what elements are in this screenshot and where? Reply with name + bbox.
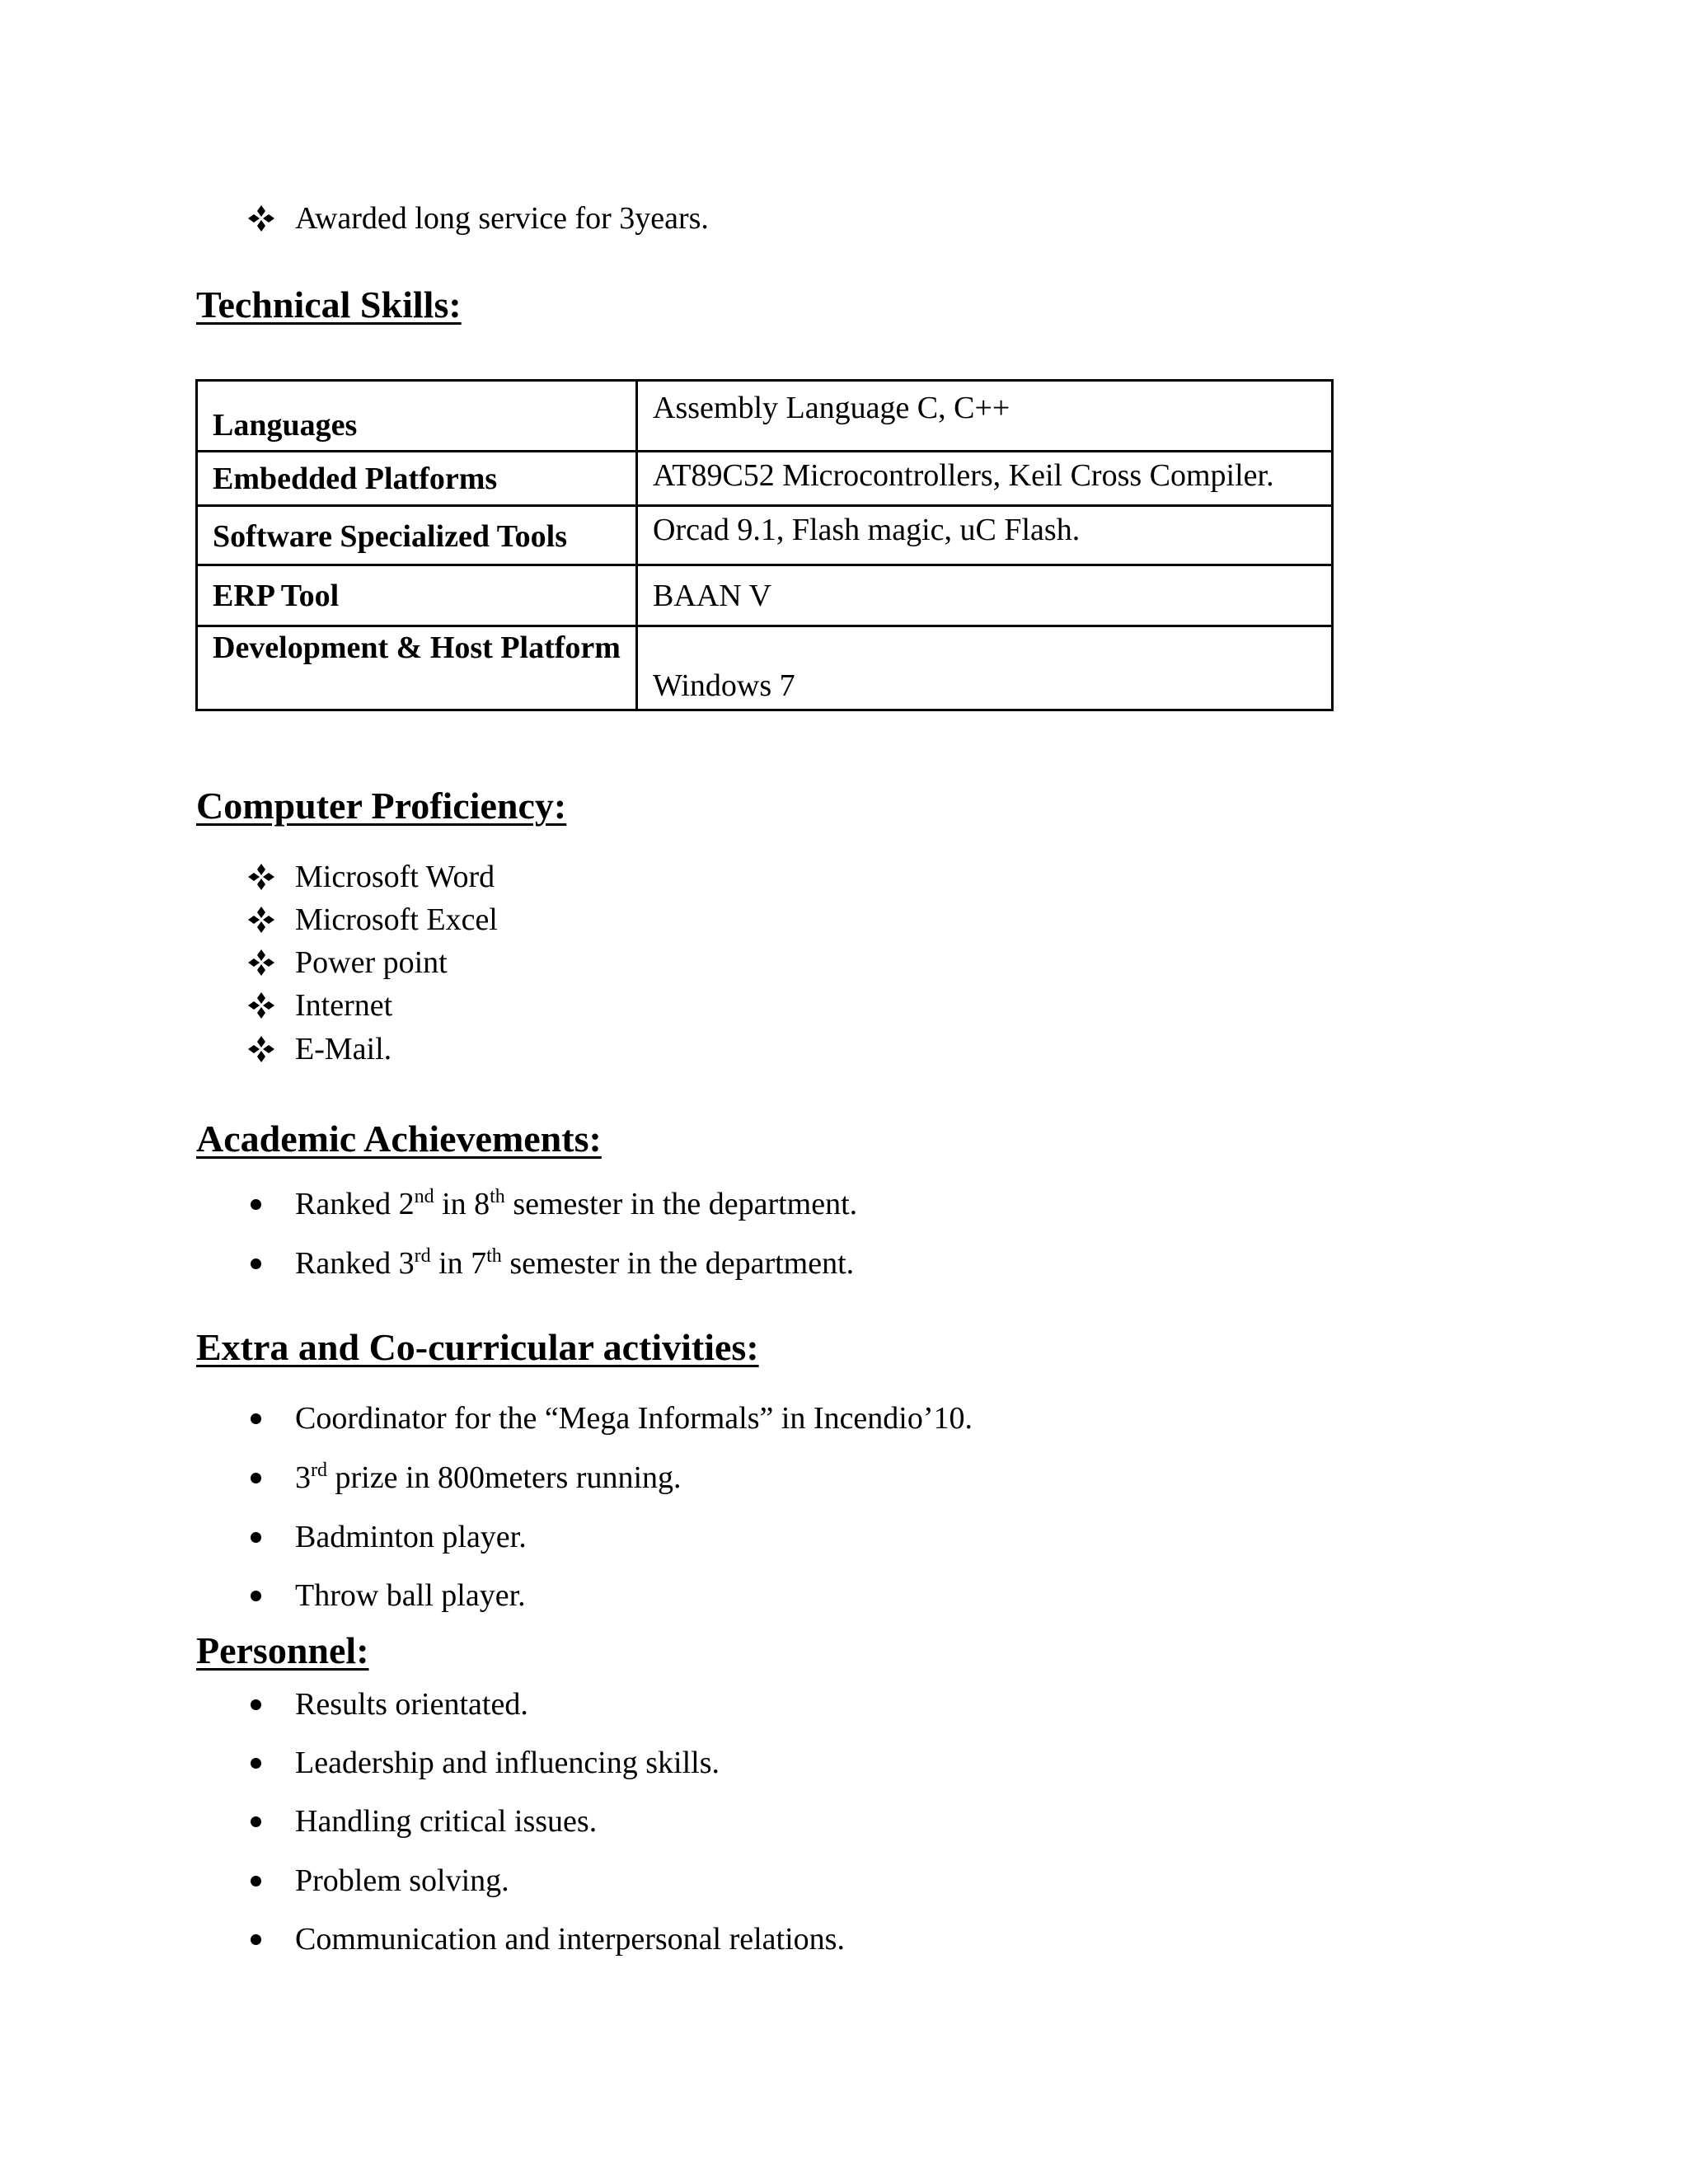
table-cell-value: Orcad 9.1, Flash magic, uC Flash.	[637, 506, 1333, 565]
technical-skills-table	[195, 379, 1334, 711]
table-cell-value: Windows 7	[637, 626, 1333, 710]
section-heading-computer-proficiency: Computer Proficiency:	[196, 785, 567, 827]
list-item	[247, 1183, 1236, 1225]
bullet-dot-icon	[251, 1532, 261, 1543]
list-item	[247, 1742, 1401, 1783]
table-row	[197, 626, 1333, 710]
list-item-text: Internet	[295, 988, 393, 1023]
table-row	[197, 506, 1333, 565]
bullet-dot-icon	[251, 1473, 261, 1483]
list-item	[247, 1243, 1236, 1284]
list-item	[247, 1575, 1401, 1616]
list-item	[247, 1919, 1401, 1960]
list-item-text: Handling critical issues.	[295, 1804, 598, 1839]
list-item	[247, 1029, 989, 1070]
list-item	[247, 198, 989, 239]
list-item	[247, 942, 989, 983]
list-item-text: Microsoft Word	[295, 860, 495, 894]
list-item	[247, 985, 989, 1026]
table-cell-label: Languages	[197, 381, 637, 452]
table-row	[197, 565, 1333, 626]
list-item-text: E-Mail.	[295, 1032, 392, 1066]
bullet-dot-icon	[251, 1258, 261, 1269]
list-item-text: 3rd prize in 800meters running.	[295, 1460, 682, 1495]
list-item-text: Results orientated.	[295, 1687, 528, 1722]
list-item	[247, 1684, 1401, 1725]
diamond-bullet-icon	[247, 906, 275, 934]
list-item-text: Ranked 3rd in 7th semester in the department.	[295, 1245, 855, 1281]
table-cell-value: AT89C52 Microcontrollers, Keil Cross Compiler.	[637, 452, 1333, 506]
bullet-dot-icon	[251, 1413, 261, 1424]
bullet-dot-icon	[251, 1591, 261, 1601]
list-item-text: Power point	[295, 945, 448, 980]
table-cell-label: Development & Host Platform	[197, 626, 637, 710]
table-cell-value: Assembly Language C, C++	[637, 381, 1333, 452]
section-heading-technical-skills: Technical Skills:	[196, 284, 462, 326]
bullet-dot-icon	[251, 1816, 261, 1827]
list-item-text: Problem solving.	[295, 1863, 509, 1898]
section-heading-academic-achievements: Academic Achievements:	[196, 1118, 602, 1160]
list-item-text: Ranked 2nd in 8th semester in the department.	[295, 1186, 858, 1221]
table-row	[197, 452, 1333, 506]
section-heading-extra-activities: Extra and Co-curricular activities:	[196, 1326, 759, 1368]
table-cell-label: Software Specialized Tools	[197, 506, 637, 565]
list-item-text: Leadership and influencing skills.	[295, 1746, 720, 1780]
table-cell-value: BAAN V	[637, 565, 1333, 626]
diamond-bullet-icon	[247, 991, 275, 1019]
list-item	[247, 1457, 1401, 1498]
list-item	[247, 899, 989, 940]
section-heading-personnel: Personnel:	[196, 1629, 369, 1671]
table-cell-label: Embedded Platforms	[197, 452, 637, 506]
list-item-text: Coordinator for the “Mega Informals” in Incendio’10.	[295, 1401, 973, 1436]
list-item-text: Throw ball player.	[295, 1578, 526, 1613]
table-cell-label: ERP Tool	[197, 565, 637, 626]
list-item	[247, 1860, 1401, 1901]
bullet-dot-icon	[251, 1199, 261, 1210]
table-row	[197, 381, 1333, 452]
bullet-dot-icon	[251, 1758, 261, 1769]
list-item-text: Communication and interpersonal relations.	[295, 1922, 845, 1957]
diamond-bullet-icon	[247, 949, 275, 977]
bullet-dot-icon	[251, 1699, 261, 1710]
bullet-dot-icon	[251, 1876, 261, 1886]
list-item	[247, 1398, 1401, 1439]
list-item	[247, 1516, 1401, 1558]
award-text: Awarded long service for 3years.	[295, 201, 709, 236]
bullet-dot-icon	[251, 1934, 261, 1945]
diamond-bullet-icon	[247, 204, 275, 232]
list-item	[247, 1801, 1401, 1842]
diamond-bullet-icon	[247, 1035, 275, 1063]
list-item-text: Microsoft Excel	[295, 902, 498, 937]
list-item-text: Badminton player.	[295, 1520, 527, 1554]
diamond-bullet-icon	[247, 863, 275, 891]
list-item	[247, 856, 989, 898]
